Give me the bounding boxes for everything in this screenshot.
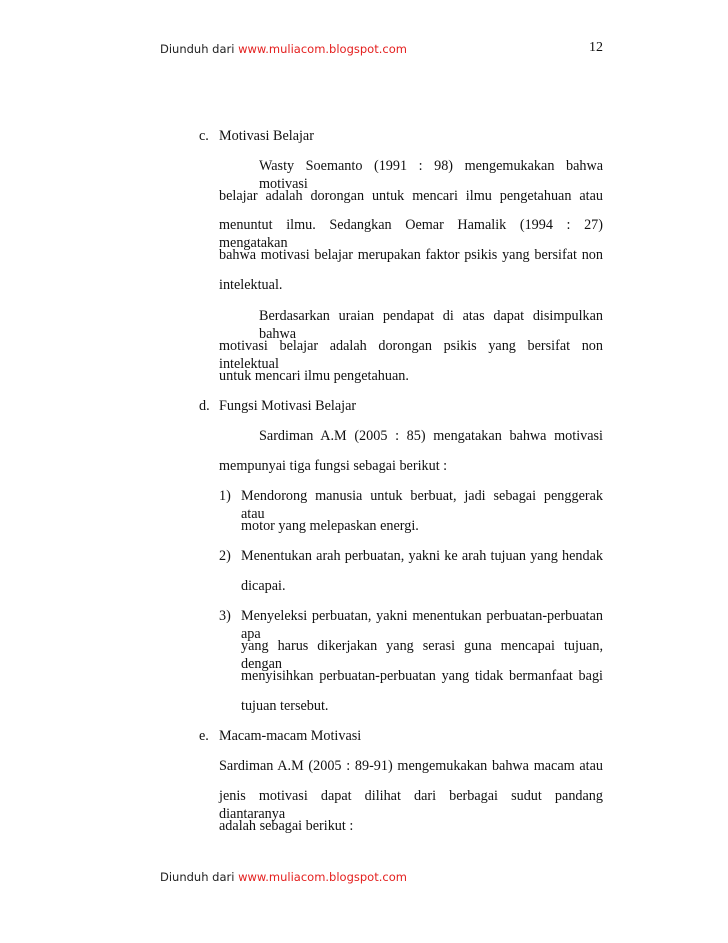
list-item-line: Menentukan arah perbuatan, yakni ke arah tujuan yang hendak (241, 548, 603, 564)
section-c-title: Motivasi Belajar (219, 128, 314, 144)
list-item-line: tujuan tersebut. (241, 698, 329, 714)
header-prefix: Diunduh dari (160, 42, 239, 56)
section-e-p1-line: Sardiman A.M (2005 : 89-91) mengemukakan bahwa macam atau (219, 758, 603, 774)
section-d-p1-line: Sardiman A.M (2005 : 85) mengatakan bahwa motivasi (259, 428, 603, 444)
section-d-p1-line: mempunyai tiga fungsi sebagai berikut : (219, 458, 448, 474)
section-c-p1-line: belajar adalah dorongan untuk mencari ilmu pengetahuan atau (219, 188, 603, 204)
section-c-p2-line: untuk mencari ilmu pengetahuan. (219, 368, 409, 384)
section-c-p2-line: Berdasarkan uraian pendapat di atas dapat disimpulkan bahwa (259, 308, 603, 342)
list-item-line: Mendorong manusia untuk berbuat, jadi sebagai penggerak atau (241, 488, 603, 522)
page-number: 12 (589, 40, 603, 55)
header-source (160, 42, 407, 56)
section-e-p1-line: jenis motivasi dapat dilihat dari berbagai sudut pandang diantaranya (219, 788, 603, 822)
section-c-p1-line: Wasty Soemanto (1991 : 98) mengemukakan bahwa motivasi (259, 158, 603, 192)
section-d-title: Fungsi Motivasi Belajar (219, 398, 357, 414)
section-c-p1-line: intelektual. (219, 277, 283, 293)
list-item-line: motor yang melepaskan energi. (241, 518, 419, 534)
section-e-p1-line: adalah sebagai berikut : (219, 818, 354, 834)
footer-source (160, 870, 407, 884)
section-c-p2-line: motivasi belajar adalah dorongan psikis yang bersifat non intelektual (219, 338, 603, 372)
list-item-line: dicapai. (241, 578, 286, 594)
section-c-p1-line: bahwa motivasi belajar merupakan faktor psikis yang bersifat non (219, 247, 603, 263)
header-link[interactable]: www.muliacom.blogspot.com (238, 42, 407, 56)
footer-prefix: Diunduh dari (160, 870, 239, 884)
list-item-marker: 3) (219, 608, 231, 624)
section-d-marker: d. (199, 398, 210, 414)
list-item-marker: 1) (219, 488, 231, 504)
section-c-marker: c. (199, 128, 209, 144)
list-item-line: menyisihkan perbuatan-perbuatan yang tidak bermanfaat bagi (241, 668, 603, 684)
section-e-title: Macam-macam Motivasi (219, 728, 362, 744)
section-c-p1-line: menuntut ilmu. Sedangkan Oemar Hamalik (1994 : 27) mengatakan (219, 217, 603, 251)
list-item-marker: 2) (219, 548, 231, 564)
footer-link[interactable]: www.muliacom.blogspot.com (238, 870, 407, 884)
section-e-marker: e. (199, 728, 209, 744)
list-item-line: Menyeleksi perbuatan, yakni menentukan perbuatan-perbuatan apa (241, 608, 603, 642)
list-item-line: yang harus dikerjakan yang serasi guna mencapai tujuan, dengan (241, 638, 603, 672)
